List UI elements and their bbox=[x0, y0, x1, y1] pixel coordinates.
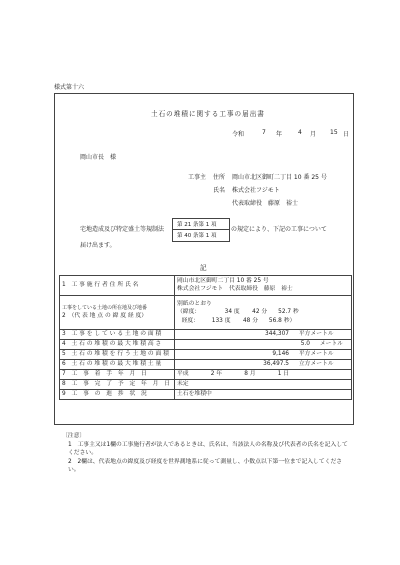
row4-value bbox=[175, 340, 352, 350]
lon-degrees-unit: 度 bbox=[224, 317, 231, 324]
lon-degrees: 133 bbox=[211, 317, 223, 324]
address-label: 住所 bbox=[213, 174, 226, 181]
lat-minutes: 42 bbox=[252, 309, 260, 316]
row8-value: 未定 bbox=[175, 380, 352, 390]
row3-number: 344,307 bbox=[265, 330, 289, 337]
row7-label: 7 工 事 着 手 年 月 日 bbox=[60, 370, 175, 380]
row2-label-b: 2 （代 表 地 点 の 緯 度 経 度） bbox=[62, 312, 148, 319]
table-row bbox=[60, 350, 352, 360]
row6-label: 6 土 石 の 堆 積 の 最 大 堆 積 土 量 bbox=[60, 360, 175, 370]
name-label: 氏名 bbox=[213, 187, 226, 194]
lon-seconds: 56.8 bbox=[268, 317, 282, 324]
row4-label: 4 土 石 の 堆 積 の 最 大 堆 積 高 さ bbox=[60, 340, 175, 350]
row5-unit: 平方メートル bbox=[298, 350, 334, 357]
date-day: 15 bbox=[330, 129, 338, 136]
row6-number: 36,497.5 bbox=[263, 360, 289, 367]
law-name: 宅地造成及び特定盛土等規制法 bbox=[80, 226, 165, 233]
addressee: 岡山市長 様 bbox=[80, 154, 117, 161]
row1-name: 株式会社フジモト 代表取締役 藤原 裕士 bbox=[177, 285, 293, 292]
lon-minutes: 48 bbox=[242, 317, 251, 324]
article-box bbox=[172, 218, 230, 242]
table-row bbox=[60, 390, 352, 400]
row2-label-a: 工事をしている土地の所在地及び地番 bbox=[62, 305, 148, 312]
lat-label: （緯度： bbox=[177, 309, 201, 316]
row1-value bbox=[175, 276, 352, 296]
row5-label: 5 土 石 の 堆 積 を 行 う 土 地 の 面 積 bbox=[60, 350, 175, 360]
row4-unit: メートル bbox=[319, 340, 344, 347]
row9-label: 9 工 事 の 進 捗 状 況 bbox=[60, 390, 175, 400]
date-era: 令和 bbox=[232, 131, 245, 138]
form-number: 様式第十六 bbox=[54, 84, 85, 91]
row8-label: 8 工 事 完 了 予 定 年 月 日 bbox=[60, 380, 175, 390]
row6-value bbox=[175, 360, 352, 370]
table-row bbox=[60, 296, 352, 330]
row7-day: 1 bbox=[277, 370, 282, 377]
row7-day-unit: 日 bbox=[283, 370, 290, 377]
lat-minutes-unit: 分 bbox=[261, 309, 268, 316]
lon-label: 経度： bbox=[181, 317, 199, 324]
notes-heading: 〔注意〕 bbox=[62, 433, 86, 439]
row2-latitude bbox=[177, 308, 349, 317]
body-post: の規定により、下記の工事について bbox=[231, 226, 327, 233]
table-row bbox=[60, 370, 352, 380]
lon-seconds-unit: 秒） bbox=[283, 317, 296, 324]
body-line2: 届け出ます。 bbox=[80, 242, 116, 249]
lat-degrees: 34 bbox=[224, 309, 233, 316]
row1-label: 1 工 事 施 行 者 住 所 氏 名 bbox=[60, 276, 175, 296]
row6-unit: 立方メートル bbox=[298, 360, 334, 367]
row2-value bbox=[175, 296, 352, 330]
ki-heading: 記 bbox=[200, 264, 207, 272]
note-1: 1 工事主又は1欄の工事施行者が法人であるときは、氏名は、当該法人の名称及び代表者の氏名を記入してください。 bbox=[68, 441, 348, 456]
date-year: 7 bbox=[262, 129, 266, 136]
row7-year: 2 bbox=[210, 370, 215, 377]
page-title: 土石の堆積に関する工事の届出書 bbox=[151, 110, 265, 118]
date-day-unit: 日 bbox=[343, 131, 350, 138]
row4-number: 5.0 bbox=[300, 340, 310, 347]
lon-minutes-unit: 分 bbox=[252, 317, 258, 324]
row7-era: 平成 bbox=[177, 370, 189, 377]
row2-label bbox=[60, 296, 175, 330]
note-2: 2 2欄は、代表地点の緯度及び経度を世界測地系に従って測量し、小数点以下第一位まで記入してください。 bbox=[68, 458, 343, 473]
work-details-table bbox=[59, 275, 352, 400]
article-21: 第 21 条第 1 項 bbox=[177, 222, 217, 228]
applicant-name: 株式会社フジモト bbox=[232, 187, 280, 194]
row3-unit: 平方メートル bbox=[298, 330, 334, 337]
applicant-address: 岡山市北区御町二丁目 10 番 25 号 bbox=[232, 174, 327, 181]
date-month-unit: 月 bbox=[310, 131, 317, 138]
lat-seconds: 52.7 bbox=[278, 309, 292, 316]
row5-value bbox=[175, 350, 352, 360]
table-row bbox=[60, 276, 352, 296]
lat-seconds-unit: 秒 bbox=[292, 309, 299, 316]
row7-year-unit: 年 bbox=[216, 370, 223, 377]
row7-month-unit: 月 bbox=[249, 370, 256, 377]
row5-number: 9,146 bbox=[272, 350, 289, 357]
row2-longitude bbox=[177, 317, 349, 326]
row7-value bbox=[175, 370, 352, 380]
table-row bbox=[60, 330, 352, 340]
table-row bbox=[60, 360, 352, 370]
applicant-role: 工事主 bbox=[188, 174, 207, 181]
applicant-representative: 代表取締役 藤原 裕士 bbox=[232, 200, 299, 207]
date-month: 4 bbox=[298, 129, 302, 136]
row3-label: 3 工 事 を し て い る 土 地 の 面 積 bbox=[60, 330, 175, 340]
row3-value bbox=[175, 330, 352, 340]
date-year-unit: 年 bbox=[276, 131, 283, 138]
article-40: 第 40 条第 1 項 bbox=[177, 233, 217, 239]
table-row bbox=[60, 380, 352, 390]
row1-address: 岡山市北区御町二丁目 10 番 25 号 bbox=[177, 278, 269, 285]
row7-month: 8 bbox=[244, 370, 248, 377]
notes-section bbox=[62, 432, 350, 475]
row9-value: 土石を堆積中 bbox=[175, 390, 352, 400]
table-row bbox=[60, 340, 352, 350]
row2-location: 別紙のとおり bbox=[177, 300, 212, 307]
lat-degrees-unit: 度 bbox=[233, 309, 240, 316]
